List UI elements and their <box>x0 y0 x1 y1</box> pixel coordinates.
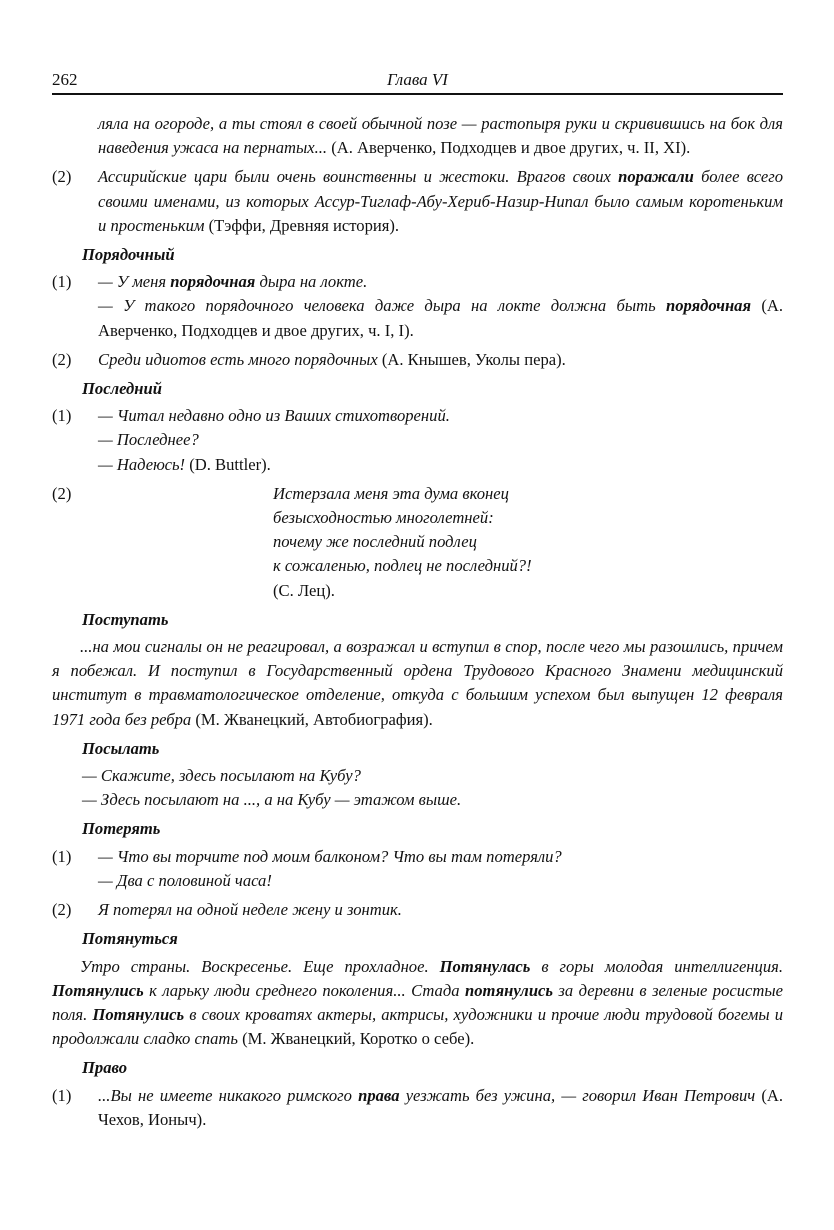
header-rule <box>52 93 783 95</box>
example-poteryat-1: (1) — Что вы торчите под моим балконом? Что вы там потеряли? — Два с половиной часа! <box>52 846 562 890</box>
continued-example: ляла на огороде, а ты стоял в своей обычной позе — растопыря руки и скривившись на бок для наведения ужаса на пернатых... (А. Аверченко, Подходцев и двое других, ч. II, XI). <box>98 114 783 158</box>
chapter-title: Глава VI <box>387 70 448 89</box>
example-potyanutsya: Утро страны. Воскресенье. Еще прохладное. Потянулась в горы молодая интеллигенция. Потянулись к ларьку люди среднего поколения... Стада потянулись за деревни в зеленые росистые поля. Потянулись в своих кроватях актеры, актрисы, художники и прочие люди трудовой богемы и продолжали сладко спать (М. Жванецкий, Коротко о себе). <box>52 956 784 1049</box>
example-poteryat-2: (2) Я потерял на одной неделе жену и зонтик. <box>52 900 402 920</box>
headword-potyanutsya: Потянуться <box>82 929 178 949</box>
example-pravo-1: (1) ...Вы не имеете никакого римского права уезжать без ужина, — говорил Иван Петрович (А. Чехов, Ионыч). <box>52 1085 784 1129</box>
headword-poteryat: Потерять <box>82 819 161 839</box>
example-posylat: — Скажите, здесь посылают на Кубу? — Здесь посылают на ..., а на Кубу — этажом выше. <box>82 766 462 810</box>
example-assyrian: (2) Ассирийские цари были очень воинственны и жестоки. Врагов своих поражали более всего своими именами, из которых Ассур-Тиглаф-Абу-Хериб-Назир-Нипал было самым коротеньким и простеньким (Тэффи, Древняя история). <box>52 167 784 235</box>
headword-posylat: Посылать <box>82 738 160 758</box>
running-header <box>52 70 783 92</box>
headword-poryadochny: Порядочный <box>82 245 175 265</box>
page-number: 262 <box>52 70 78 89</box>
headword-postupat: Поступать <box>82 609 169 629</box>
example-postupat: ...на мои сигналы он не реагировал, а возражал и вступил в спор, после чего мы разошлись, причем я побежал. И поступил в Государственный ордена Трудового Красного Знамени медицинский институт в травматологическое отделение, откуда с большим успехом был выпущен 12 февраля 1971 года без ребра (М. Жванецкий, Автобиография). <box>52 637 783 729</box>
example-posledny-1: (1) — Читал недавно одно из Ваших стихотворений. — Последнее? — Надеюсь! (D. Buttler). <box>52 406 450 474</box>
example-poryadochny-1: (1) — У меня порядочная дыра на локте. — У такого порядочного человека даже дыра на локте должна быть порядочная (А. Аверченко, Подходцев и двое других, ч. I, I). <box>52 272 783 340</box>
example-poryadochny-2: (2) Среди идиотов есть много порядочных (А. Кнышев, Уколы пера). <box>52 349 566 369</box>
headword-pravo: Право <box>82 1058 127 1078</box>
poem: Истерзала меня эта дума вконец безысходностью многолетней: почему же последний подлец к сожаленью, подлец не последний?! (С. Лец). <box>273 483 532 600</box>
example-posledny-2-poem: (2) Истерзала меня эта дума вконец безысходностью многолетней: почему же последний подлец к сожаленью, подлец не последний?! (С. Лец). <box>52 482 783 603</box>
headword-posledny: Последний <box>82 379 162 399</box>
page-body <box>52 112 783 1137</box>
